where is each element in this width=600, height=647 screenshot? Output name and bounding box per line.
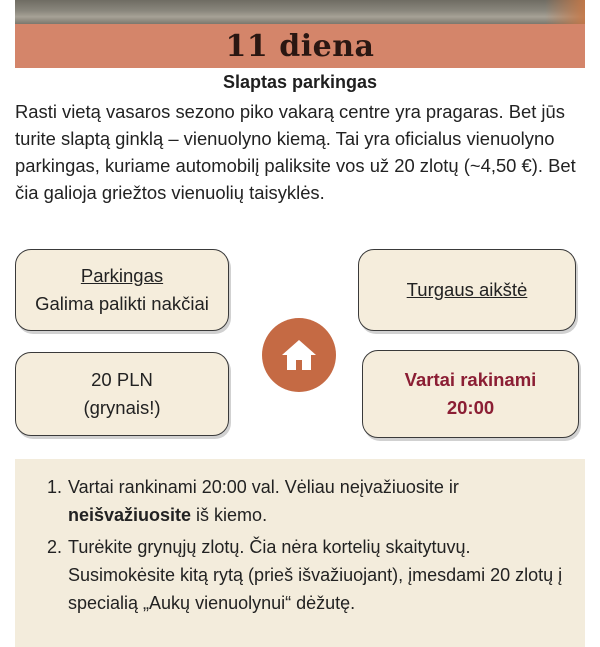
parking-link[interactable]: Parkingas [80, 265, 164, 286]
rules-list [47, 473, 567, 621]
market-square-link[interactable]: Turgaus aikštė [406, 279, 528, 300]
price-card [15, 352, 229, 436]
day-title: 11 diena [225, 28, 375, 64]
price-note: (grynais!) [83, 397, 161, 418]
parking-card[interactable] [15, 249, 229, 331]
rule-number: 2. [47, 537, 63, 557]
home-icon [280, 338, 318, 372]
rules-box [15, 459, 585, 647]
gate-time: 20:00 [446, 397, 495, 418]
header-photo [15, 0, 585, 24]
rule-text: iš kiemo. [191, 505, 268, 525]
rule-item-2 [47, 533, 567, 617]
section-subtitle: Slaptas parkingas [222, 72, 378, 92]
price-amount: 20 PLN [91, 369, 153, 390]
rule-text: Vartai rankinami 20:00 val. Vėliau neįvažiuosite ir [68, 477, 459, 497]
day-banner [15, 24, 585, 68]
gate-label: Vartai rakinami [404, 369, 537, 390]
intro-paragraph: Rasti vietą vasaros sezono piko vakarą centre yra pragaras. Bet jūs turite slaptą ginklą – vienuolyno kiemą. Tai yra oficialus vienuolyno parkingas, kuriame automobilį paliksite vos už 20 zlotų (~4,50 €). Bet čia galioja griežtos vienuolių taisyklės. [15, 101, 576, 203]
rule-number: 1. [47, 477, 63, 497]
rule-text: Turėkite grynųjų zlotų. Čia nėra kortelių skaitytuvų. Susimokėsite kitą rytą (prieš išvažiuojant), įmesdami 20 zlotų į specialią „Aukų vienuolynui“ dėžutę. [68, 537, 563, 613]
gate-time-card [362, 350, 579, 438]
home-button[interactable] [262, 318, 336, 392]
market-square-card[interactable] [358, 249, 576, 331]
rule-item-1 [47, 473, 567, 529]
rule-emphasis: neišvažiuosite [68, 505, 192, 525]
parking-note: Galima palikti nakčiai [35, 293, 209, 314]
